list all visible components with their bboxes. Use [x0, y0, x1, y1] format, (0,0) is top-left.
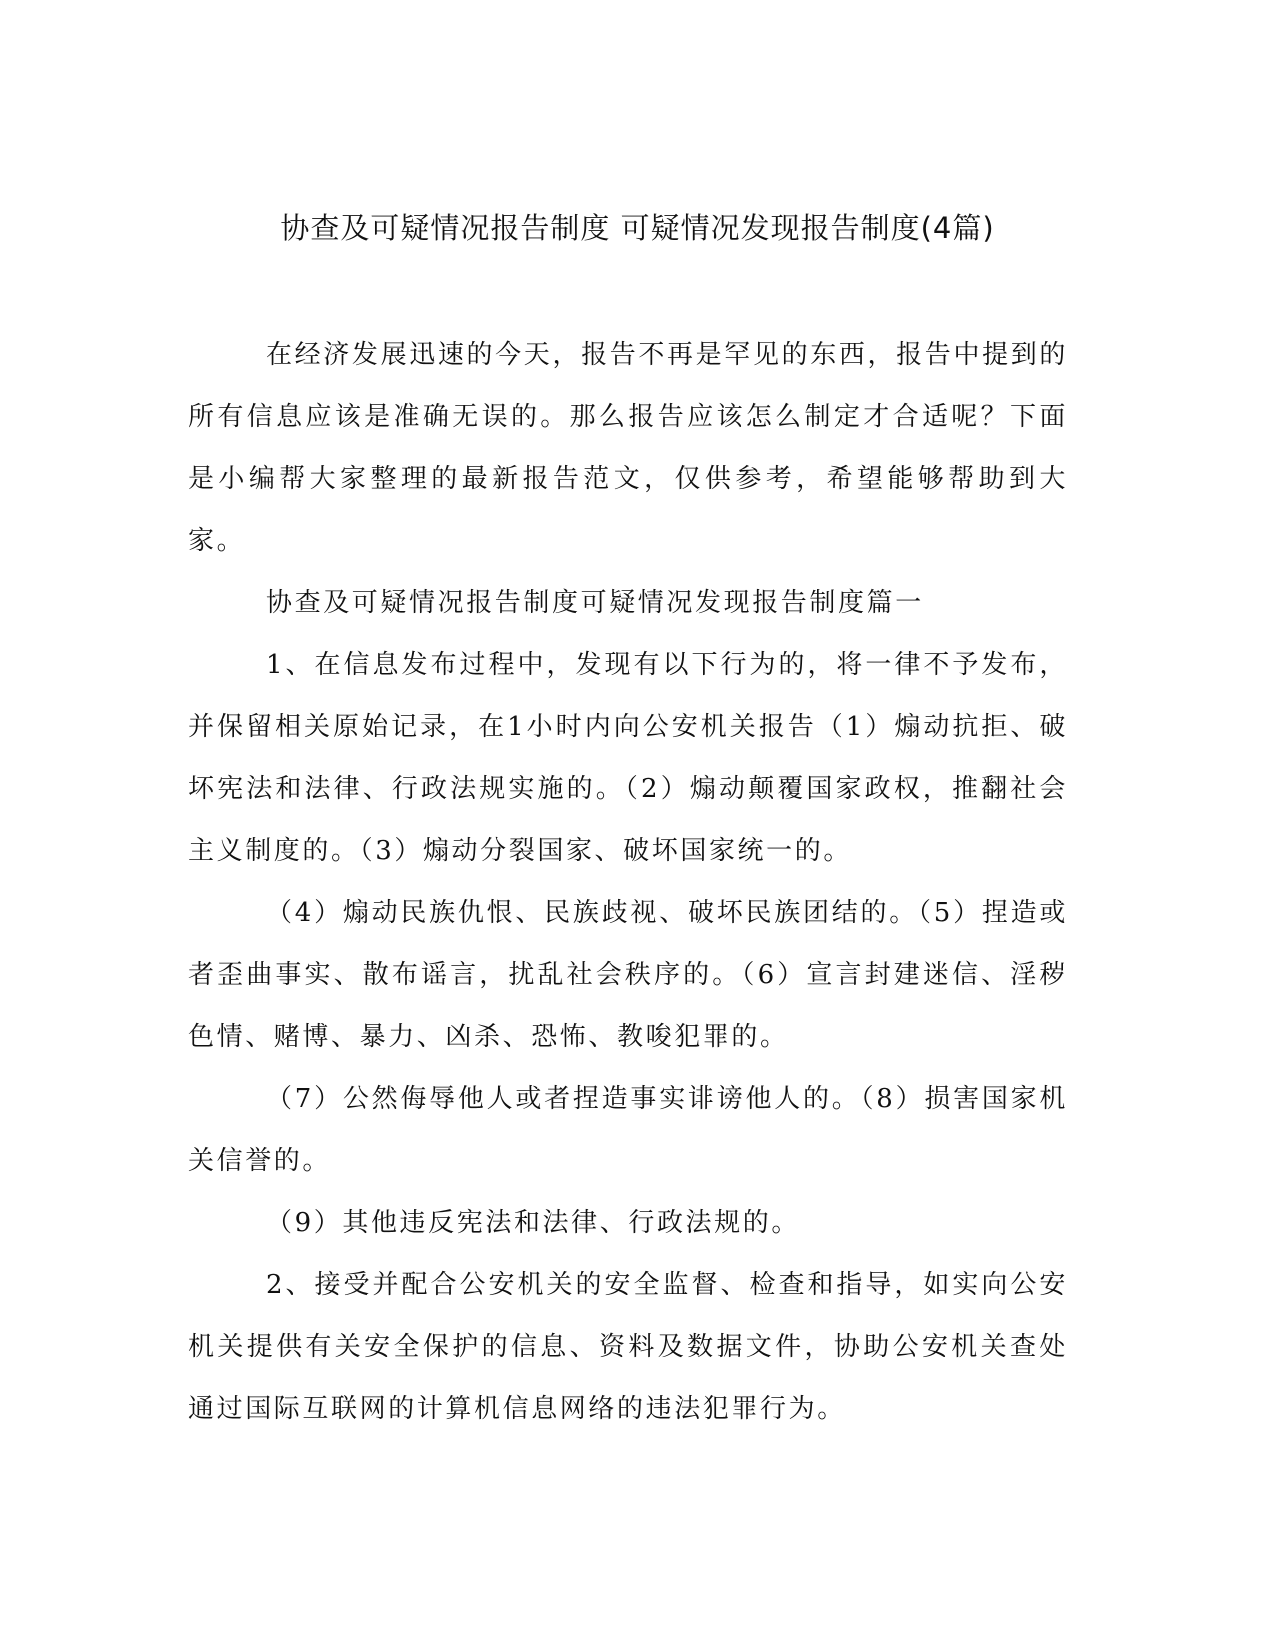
paragraph-item-1: 1、在信息发布过程中，发现有以下行为的，将一律不予发布，并保留相关原始记录，在1小时内向公安机关报告（1）煽动抗拒、破坏宪法和法律、行政法规实施的。（2）煽动颠覆国家政权，推翻社会主义制度的。（3）煽动分裂国家、破坏国家统一的。 — [188, 650, 1068, 866]
paragraph-items-7-8: （7）公然侮辱他人或者捏造事实诽谤他人的。（8）损害国家机关信誉的。 — [188, 1084, 1068, 1176]
section-heading: 协查及可疑情况报告制度可疑情况发现报告制度篇一 — [266, 588, 924, 618]
paragraph-item-9: （9）其他违反宪法和法律、行政法规的。 — [266, 1208, 800, 1238]
paragraph-items-4-6: （4）煽动民族仇恨、民族歧视、破坏民族团结的。（5）捏造或者歪曲事实、散布谣言，扰乱社会秩序的。（6）宣言封建迷信、淫秽色情、赌博、暴力、凶杀、恐怖、教唆犯罪的。 — [188, 898, 1068, 1052]
intro-paragraph: 在经济发展迅速的今天，报告不再是罕见的东西，报告中提到的所有信息应该是准确无误的。那么报告应该怎么制定才合适呢？下面是小编帮大家整理的最新报告范文，仅供参考，希望能够帮助到大家。 — [188, 340, 1068, 556]
document-body — [188, 324, 1068, 1440]
paragraph-item-2: 2、接受并配合公安机关的安全监督、检查和指导，如实向公安机关提供有关安全保护的信息、资料及数据文件，协助公安机关查处通过国际互联网的计算机信息网络的违法犯罪行为。 — [188, 1270, 1068, 1424]
document-title: 协查及可疑情况报告制度 可疑情况发现报告制度(4篇) — [280, 211, 995, 245]
